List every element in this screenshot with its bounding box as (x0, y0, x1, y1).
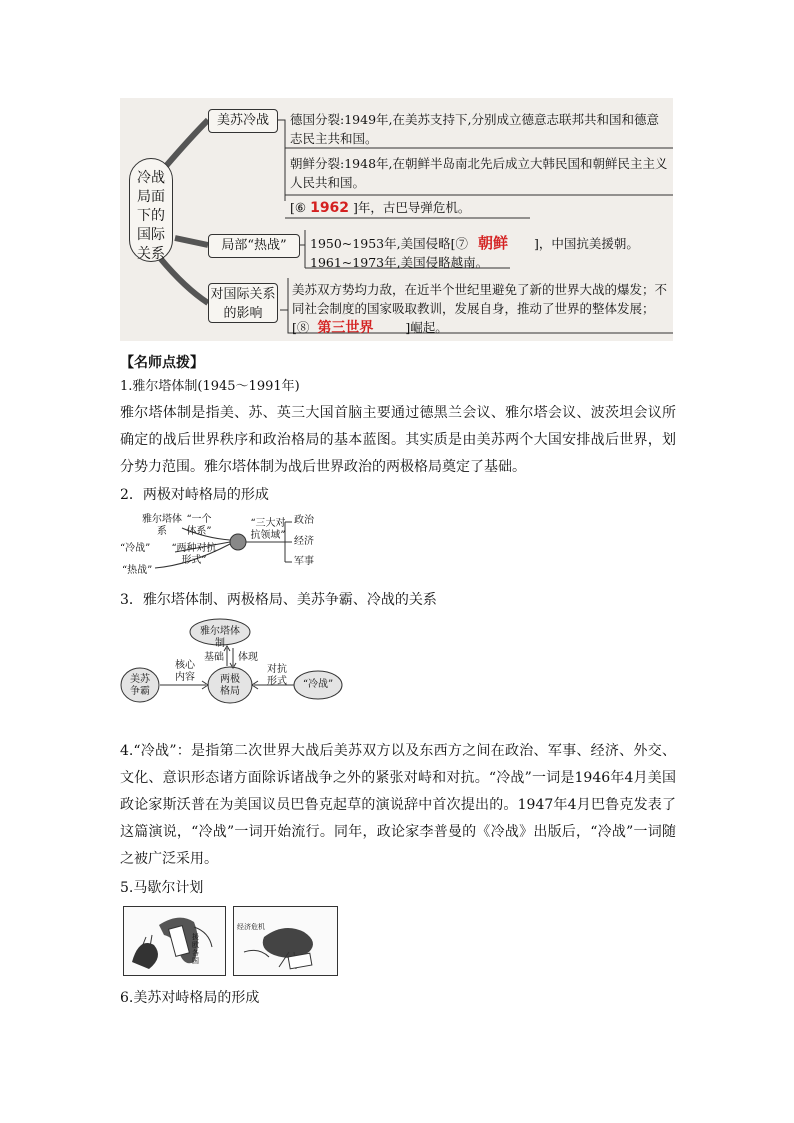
section-title: 【名师点拨】 (120, 355, 204, 371)
r-core: 核心内容 (175, 660, 195, 683)
impact-text (292, 280, 670, 338)
s1-title: 1.雅尔塔体制(1945～1991年) (120, 379, 300, 394)
answer-6: 1962 (310, 200, 350, 216)
r-confront: 对抗形式 (267, 664, 287, 687)
s1-body: 雅尔塔体制是指美、苏、英三大国首脑主要通过德黑兰会议、雅尔塔会议、波茨坦会议所确定的战后世界秩序和政治格局的基本蓝图。其实质是由美苏两个大国安排战后世界，划分势力范围。雅尔塔体制为战后世界政治的两极格局奠定了基础。 (120, 405, 676, 475)
cartoon-1-label: 援欧各国 (192, 933, 199, 965)
s3-title: 3．雅尔塔体制、两极格局、美苏争霸、冷战的关系 (120, 592, 437, 608)
branch-us-su-coldwar-label: 美苏冷战 (216, 113, 269, 128)
r-embody: 体现 (238, 652, 258, 663)
blank7-prefix: 1950~1953年,美国侵略[⑦ (310, 236, 468, 251)
cartoon-1-drawing (124, 907, 225, 975)
d-coldwar: “冷战” (120, 543, 151, 554)
d-three-fields: “三大对抗领域” (250, 518, 286, 541)
mindmap-panel (120, 98, 673, 341)
korea-war-text (310, 234, 670, 253)
blank6-prefix: [⑥ (290, 200, 307, 215)
blank8-prefix: 美苏双方势均力敌，在近半个世纪里避免了新的世界大战的爆发；不同社会制度的国家吸取教训，发展自身，推动了世界的整体发展；[⑧ (292, 282, 668, 335)
branch-impact-label: 对国际关系的影响 (210, 287, 276, 321)
d-military: 军事 (294, 556, 314, 567)
bipolar-formation-diagram (120, 510, 340, 580)
r-coldwar: “冷战” (302, 679, 334, 690)
branch-us-su-coldwar (208, 109, 278, 133)
branch-impact (208, 283, 278, 323)
s6-title: 6.美苏对峙格局的形成 (120, 990, 260, 1006)
marshall-cartoon-2 (233, 906, 338, 976)
d-two-forms: “两种对抗形式” (171, 543, 217, 566)
cartoon-2-label: 经济危机 (237, 923, 265, 931)
korea-split-text: 朝鲜分裂:1948年,在朝鲜半岛南北先后成立大韩民国和朝鲜民主主义人民共和国。 (290, 156, 668, 190)
blank7-suffix: ]，中国抗美援朝。 (533, 236, 639, 251)
cuba-crisis-text (290, 198, 670, 218)
d-economy: 经济 (294, 536, 314, 547)
s4-body: 4.“冷战”：是指第二次世界大战后美苏双方以及东西方之间在政治、军事、经济、外交、文化、意识形态诸方面除诉诸战争之外的紧张对峙和对抗。“冷战”一词是1946年4月美国政论家斯沃普在为美国议员巴鲁克起草的演说辞中首次提出的。1947年4月巴鲁克发表了这篇演说，“冷战”一词开始流行。同年，政论家李普曼的《冷战》出版后，“冷战”一词随之被广泛采用。 (120, 743, 676, 867)
d-hotwar: “热战” (122, 565, 153, 576)
d-one-system: “一个体系” (186, 514, 212, 537)
mindmap-center (129, 158, 173, 262)
marshall-cartoon-1 (123, 906, 226, 976)
s2-title: 2．两极对峙格局的形成 (120, 487, 269, 503)
r-bipolar: 两极格局 (220, 674, 240, 697)
answer-7: 朝鲜 (477, 234, 508, 252)
relationship-diagram (120, 618, 350, 710)
mindmap-center-label: 冷战局面下的国际关系 (137, 170, 165, 262)
d-yalta-system: 雅尔塔体系 (142, 514, 182, 537)
vietnam-war-text: 1961~1973年,美国侵略越南。 (310, 255, 489, 270)
d-politics: 政治 (294, 515, 314, 526)
cartoon-2-drawing (234, 907, 337, 975)
answer-8: 第三世界 (317, 320, 374, 336)
r-us-su: 美苏争霸 (130, 674, 150, 697)
blank8-suffix: ]崛起。 (405, 320, 448, 335)
blank6-suffix: ]年，古巴导弹危机。 (353, 200, 471, 215)
r-basis: 基础 (204, 652, 224, 663)
germany-split-text: 德国分裂:1949年,在美苏支持下,分别成立德意志联邦共和国和德意志民主共和国。 (290, 112, 659, 146)
branch-local-hotwar-label: 局部“热战” (221, 238, 287, 253)
r-yalta: 雅尔塔体制 (200, 626, 240, 649)
s5-title: 5.马歇尔计划 (120, 880, 204, 896)
branch-local-hotwar (208, 234, 300, 258)
